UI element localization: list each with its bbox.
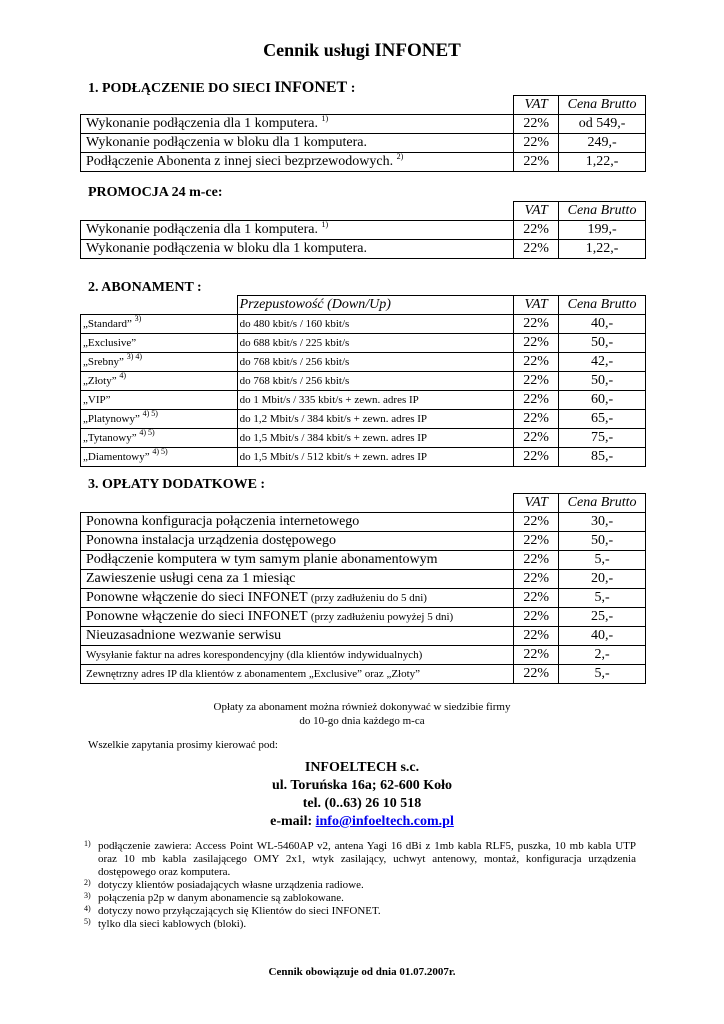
fee-name: Ponowna instalacja urządzenia dostępowego	[86, 533, 336, 548]
service-name: Wykonanie podłączenia dla 1 komputera.	[86, 116, 319, 131]
price-cell: od 549,-	[559, 115, 646, 134]
footnote-mark: 1)	[84, 839, 91, 848]
section-1-heading-brand: INFONET	[274, 79, 348, 96]
fee-name: Nieuzasadnione wezwanie serwisu	[86, 628, 282, 643]
fee-name-cell	[81, 570, 514, 589]
speed-cell: do 768 kbit/s / 256 kbit/s	[237, 372, 514, 391]
table-row	[81, 589, 646, 608]
footnote-text: dotyczy klientów posiadających własne urządzenia radiowe.	[98, 879, 364, 891]
contact-phone: tel. (0..63) 26 10 518	[302, 796, 422, 811]
footnote-ref: 1)	[321, 220, 329, 229]
col-vat: VAT	[514, 96, 559, 115]
vat-cell: 22%	[514, 665, 559, 684]
service-name: Wykonanie podłączenia w bloku dla 1 komputera.	[86, 135, 368, 150]
footnote-mark: 2)	[84, 878, 91, 887]
price-cell: 5,-	[559, 551, 646, 570]
plan-name: „Tytanowy”	[83, 432, 137, 444]
price-cell: 25,-	[559, 608, 646, 627]
vat-cell: 22%	[514, 391, 559, 410]
speed-cell: do 480 kbit/s / 160 kbit/s	[237, 315, 514, 334]
fee-name: Zawieszenie usługi cena za 1 miesiąc	[86, 571, 296, 586]
footnote-ref: 2)	[396, 152, 404, 161]
footnote-text: tylko dla sieci kablowych (bloki).	[98, 918, 247, 930]
price-cell: 65,-	[559, 410, 646, 429]
footnote-mark: 5)	[84, 917, 91, 926]
vat-cell: 22%	[514, 134, 559, 153]
col-vat: VAT	[514, 494, 559, 513]
price-cell: 75,-	[559, 429, 646, 448]
table-row	[81, 513, 646, 532]
plan-name: „Exclusive”	[83, 337, 137, 349]
table-row	[81, 134, 646, 153]
table-row	[81, 315, 646, 334]
fee-note: (przy zadłużeniu powyżej 5 dni)	[310, 611, 454, 623]
title-prefix: Cennik usługi	[263, 40, 370, 60]
table-row	[81, 608, 646, 627]
table-row	[81, 334, 646, 353]
table-row	[81, 551, 646, 570]
table-row	[81, 153, 646, 172]
service-name-cell	[81, 153, 514, 172]
price-cell: 5,-	[559, 589, 646, 608]
fee-name: Ponowna konfiguracja połączenia internetowego	[86, 514, 360, 529]
vat-cell: 22%	[514, 221, 559, 240]
table-header-row	[81, 494, 646, 513]
footnote-text: podłączenie zawiera: Access Point WL-5460AP v2, antena Yagi 16 dBi z 1mb kabla RLF5, puszka, 10 mb kabla UTP oraz 10 mb kabla zasilającego OMY 2x1, wtyk zasilający, uchwyt antenowy, montaż, konfiguracja urządzenia dostępowego oraz komputera.	[98, 840, 636, 878]
col-price: Cena Brutto	[559, 296, 646, 315]
vat-cell: 22%	[514, 532, 559, 551]
contact-address: ul. Toruńska 16a; 62-600 Koło	[271, 778, 453, 793]
table-row	[81, 240, 646, 259]
table-row	[81, 353, 646, 372]
plan-name-cell	[81, 429, 238, 448]
plan-name-cell	[81, 410, 238, 429]
vat-cell: 22%	[514, 240, 559, 259]
service-name-cell	[81, 115, 514, 134]
vat-cell: 22%	[514, 410, 559, 429]
promo-table	[80, 201, 646, 259]
table-header-row	[81, 296, 646, 315]
price-cell: 40,-	[559, 315, 646, 334]
price-cell: 199,-	[559, 221, 646, 240]
vat-cell: 22%	[514, 353, 559, 372]
plan-name: „Srebny”	[83, 356, 124, 368]
service-name-cell	[81, 134, 514, 153]
col-price: Cena Brutto	[559, 494, 646, 513]
footnote-item	[84, 878, 636, 892]
price-cell: 30,-	[559, 513, 646, 532]
fee-name-cell	[81, 627, 514, 646]
col-vat: VAT	[514, 202, 559, 221]
fee-name-cell	[81, 589, 514, 608]
payment-note-line-2: do 10-go dnia każdego m-ca	[299, 715, 425, 727]
footnote-ref: 4) 5)	[139, 428, 155, 437]
inquiries-text: Wszelkie zapytania prosimy kierować pod:	[88, 739, 278, 751]
price-cell: 50,-	[559, 532, 646, 551]
vat-cell: 22%	[514, 429, 559, 448]
service-name: Podłączenie Abonenta z innej sieci bezprzewodowych.	[86, 154, 394, 169]
footnote-ref: 4) 5)	[142, 409, 158, 418]
service-name: Wykonanie podłączenia dla 1 komputera.	[86, 222, 319, 237]
fee-name-cell	[81, 513, 514, 532]
service-name: Wykonanie podłączenia w bloku dla 1 komputera.	[86, 241, 368, 256]
connection-table	[80, 95, 646, 172]
plan-name-cell	[81, 334, 238, 353]
section-2-heading: 2. ABONAMENT :	[88, 280, 202, 295]
fee-name-cell	[81, 608, 514, 627]
vat-cell: 22%	[514, 589, 559, 608]
vat-cell: 22%	[514, 334, 559, 353]
section-1-heading-text: 1. PODŁĄCZENIE DO SIECI	[88, 81, 271, 96]
section-3-heading: 3. OPŁATY DODATKOWE :	[88, 477, 266, 492]
price-cell: 42,-	[559, 353, 646, 372]
vat-cell: 22%	[514, 115, 559, 134]
promo-heading: PROMOCJA 24 m-ce:	[88, 185, 223, 200]
vat-cell: 22%	[514, 646, 559, 665]
price-cell: 20,-	[559, 570, 646, 589]
payment-note	[0, 700, 724, 728]
speed-cell: do 1,5 Mbit/s / 512 kbit/s + zewn. adres IP	[237, 448, 514, 467]
fee-name-cell	[81, 646, 514, 665]
blank-cell	[81, 296, 238, 315]
fee-name: Podłączenie komputera w tym samym planie abonamentowym	[86, 552, 438, 567]
plan-name: „Złoty”	[83, 375, 117, 387]
vat-cell: 22%	[514, 315, 559, 334]
speed-cell: do 1,5 Mbit/s / 384 kbit/s + zewn. adres IP	[237, 429, 514, 448]
footnote-ref: 4) 5)	[152, 447, 168, 456]
footnote-text: połączenia p2p w danym abonamencie są zablokowane.	[98, 892, 344, 904]
page-title	[0, 40, 724, 62]
footnote-ref: 1)	[321, 114, 329, 123]
fee-name: Ponowne włączenie do sieci INFONET	[86, 609, 308, 624]
price-cell: 85,-	[559, 448, 646, 467]
footnote-mark: 4)	[84, 904, 91, 913]
table-row	[81, 391, 646, 410]
section-1-heading-suffix: :	[347, 81, 356, 96]
fee-name-cell	[81, 532, 514, 551]
table-header-row	[81, 202, 646, 221]
speed-cell: do 1,2 Mbit/s / 384 kbit/s + zewn. adres IP	[237, 410, 514, 429]
fee-name-cell	[81, 551, 514, 570]
footnote-item	[84, 917, 636, 931]
vat-cell: 22%	[514, 513, 559, 532]
fee-note: (przy zadłużeniu do 5 dni)	[310, 592, 427, 604]
footnote-item	[84, 904, 636, 918]
speed-cell: do 1 Mbit/s / 335 kbit/s + zewn. adres IP	[237, 391, 514, 410]
footnote-ref: 4)	[119, 371, 127, 380]
title-brand: INFONET	[374, 40, 461, 61]
plan-name-cell	[81, 391, 238, 410]
payment-note-line-1: Opłaty za abonament można również dokonywać w siedzibie firmy	[213, 701, 511, 713]
table-row	[81, 372, 646, 391]
footnote-text: dotyczy nowo przyłączających się Klientów do sieci INFONET.	[98, 905, 381, 917]
price-cell: 60,-	[559, 391, 646, 410]
fee-name-cell	[81, 665, 514, 684]
table-row	[81, 665, 646, 684]
table-row	[81, 532, 646, 551]
email-link[interactable]: info@infoeltech.com.pl	[315, 814, 454, 829]
col-vat: VAT	[514, 296, 559, 315]
price-cell: 50,-	[559, 334, 646, 353]
footnote-item	[84, 839, 636, 879]
table-row	[81, 115, 646, 134]
col-price: Cena Brutto	[559, 202, 646, 221]
col-price: Cena Brutto	[559, 96, 646, 115]
fee-name: Ponowne włączenie do sieci INFONET	[86, 590, 308, 605]
price-cell: 50,-	[559, 372, 646, 391]
footnote-ref: 3)	[134, 314, 142, 323]
price-cell: 1,22,-	[559, 153, 646, 172]
plan-name: „Standard”	[83, 318, 132, 330]
service-name-cell	[81, 240, 514, 259]
vat-cell: 22%	[514, 608, 559, 627]
blank-cell	[81, 96, 514, 115]
table-row	[81, 570, 646, 589]
table-row	[81, 221, 646, 240]
contact-email-line	[0, 813, 724, 831]
speed-cell: do 688 kbit/s / 225 kbit/s	[237, 334, 514, 353]
plan-name-cell	[81, 448, 238, 467]
table-row	[81, 429, 646, 448]
table-header-row	[81, 96, 646, 115]
table-row	[81, 646, 646, 665]
service-name-cell	[81, 221, 514, 240]
col-speed: Przepustowość (Down/Up)	[237, 296, 514, 315]
vat-cell: 22%	[514, 627, 559, 646]
blank-cell	[81, 494, 514, 513]
price-cell: 2,-	[559, 646, 646, 665]
fee-note: Wysyłanie faktur na adres korespondencyjny (dla klientów indywidualnych)	[86, 649, 423, 661]
price-cell: 5,-	[559, 665, 646, 684]
vat-cell: 22%	[514, 570, 559, 589]
plan-name-cell	[81, 353, 238, 372]
contact-block	[0, 759, 724, 831]
plan-name-cell	[81, 372, 238, 391]
footnote-mark: 3)	[84, 891, 91, 900]
footnote-item	[84, 891, 636, 905]
vat-cell: 22%	[514, 153, 559, 172]
subscription-table	[80, 295, 646, 467]
vat-cell: 22%	[514, 372, 559, 391]
plan-name: „Platynowy”	[83, 413, 140, 425]
table-row	[81, 448, 646, 467]
footnote-ref: 3) 4)	[126, 352, 143, 361]
contact-company: INFOELTECH s.c.	[304, 760, 420, 775]
extra-fees-table	[80, 493, 646, 684]
fee-note: Zewnętrzny adres IP dla klientów z abonamentem „Exclusive” oraz „Złoty”	[86, 668, 421, 680]
vat-cell: 22%	[514, 551, 559, 570]
footnotes	[84, 839, 636, 931]
vat-cell: 22%	[514, 448, 559, 467]
table-row	[81, 410, 646, 429]
table-row	[81, 627, 646, 646]
speed-cell: do 768 kbit/s / 256 kbit/s	[237, 353, 514, 372]
plan-name-cell	[81, 315, 238, 334]
plan-name: „Diamentowy”	[83, 451, 150, 463]
blank-cell	[81, 202, 514, 221]
price-cell: 40,-	[559, 627, 646, 646]
price-cell: 1,22,-	[559, 240, 646, 259]
validity-note: Cennik obowiązuje od dnia 01.07.2007r.	[268, 966, 456, 978]
contact-email-label: e-mail:	[270, 814, 316, 829]
plan-name: „VIP”	[83, 394, 111, 406]
price-cell: 249,-	[559, 134, 646, 153]
